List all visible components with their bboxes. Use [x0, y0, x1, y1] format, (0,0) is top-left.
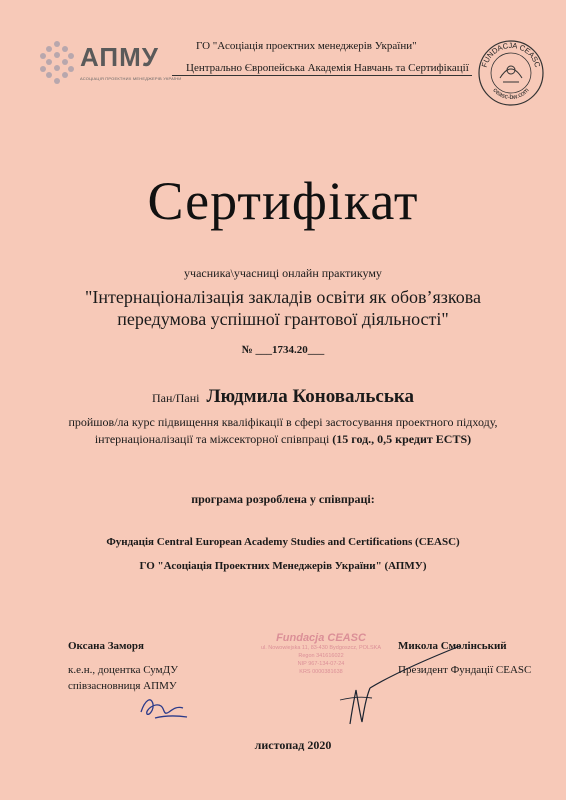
signatory-left-name: Оксана Заморя	[68, 640, 144, 652]
signatory-right-name: Микола Смолінський	[398, 640, 507, 652]
seal-bottom-text: ceasc-bw.com	[491, 86, 531, 102]
recipient-name: Людмила Коновальська	[206, 386, 415, 407]
signatory-right-title: Президент Фундації CEASC	[398, 664, 532, 676]
partner-ceasc: Фундація Central European Academy Studies and Certifications (CEASC)	[106, 536, 460, 548]
apmu-logo	[40, 40, 182, 92]
stamp-address: ul. Nowowiejska 11, 83-430 Bydgoszcz, POLSKA	[260, 645, 382, 651]
certificate-number: № ___1734.20___	[241, 344, 325, 356]
logo-subtitle: АСОЦІАЦІЯ ПРОЕКТНИХ МЕНЕДЖЕРІВ УКРАЇНИ	[80, 76, 182, 81]
signature-left-icon	[135, 690, 195, 726]
participant-label: учасника\учасниці онлайн практикуму	[184, 266, 382, 280]
salutation: Пан/Пані	[151, 391, 200, 405]
ceasc-seal-icon	[476, 38, 546, 108]
stamp-regon: Regon 341616022	[298, 653, 344, 659]
header-org-name: ГО "Асоціація проектних менеджерів України"	[196, 40, 417, 52]
header-academy-name: Центрально Європейська Академія Навчань та Сертифікації	[186, 62, 469, 74]
logo-text: АПМУ	[80, 42, 159, 72]
course-description	[0, 414, 566, 448]
header-divider	[172, 75, 472, 76]
course-title: "Інтернаціоналізація закладів освіти як обов’язкова передумова успішної грантової діяльності"	[85, 287, 481, 329]
partner-apmu: ГО "Асоціація Проектних Менеджерів України" (АПМУ)	[139, 560, 427, 572]
signatory-left-title: к.е.н., доцентка СумДУ	[68, 664, 179, 676]
program-label: програма розроблена у співпраці:	[191, 492, 375, 506]
recipient-row	[0, 386, 566, 408]
logo-dots-icon	[40, 40, 74, 86]
certificate-title: Сертифікат	[147, 171, 419, 231]
svg-text:FUNDACJA CEASC	[480, 41, 543, 69]
signature-right-icon	[300, 640, 470, 730]
signatory-left-role: співзасновниця АПМУ	[68, 680, 177, 692]
description-hours: (15 год., 0,5 кредит ECTS)	[332, 432, 472, 446]
stamp-krs: KRS 0000381638	[299, 669, 343, 675]
issue-date: листопад 2020	[254, 738, 332, 752]
stamp-title: Fundacja CEASC	[276, 632, 366, 644]
seal-top-text: FUNDACJA CEASC	[479, 40, 543, 69]
stamp-nip: NIP 967-134-07-24	[297, 661, 345, 667]
signatory-left	[68, 638, 228, 694]
svg-text:ceasc-bw.com	[491, 87, 530, 101]
description-main: пройшов/ла курс підвищення кваліфікації в сфері застосування проектного підходу, інтернаціоналізації та міжсекторної співпраці	[68, 415, 498, 446]
